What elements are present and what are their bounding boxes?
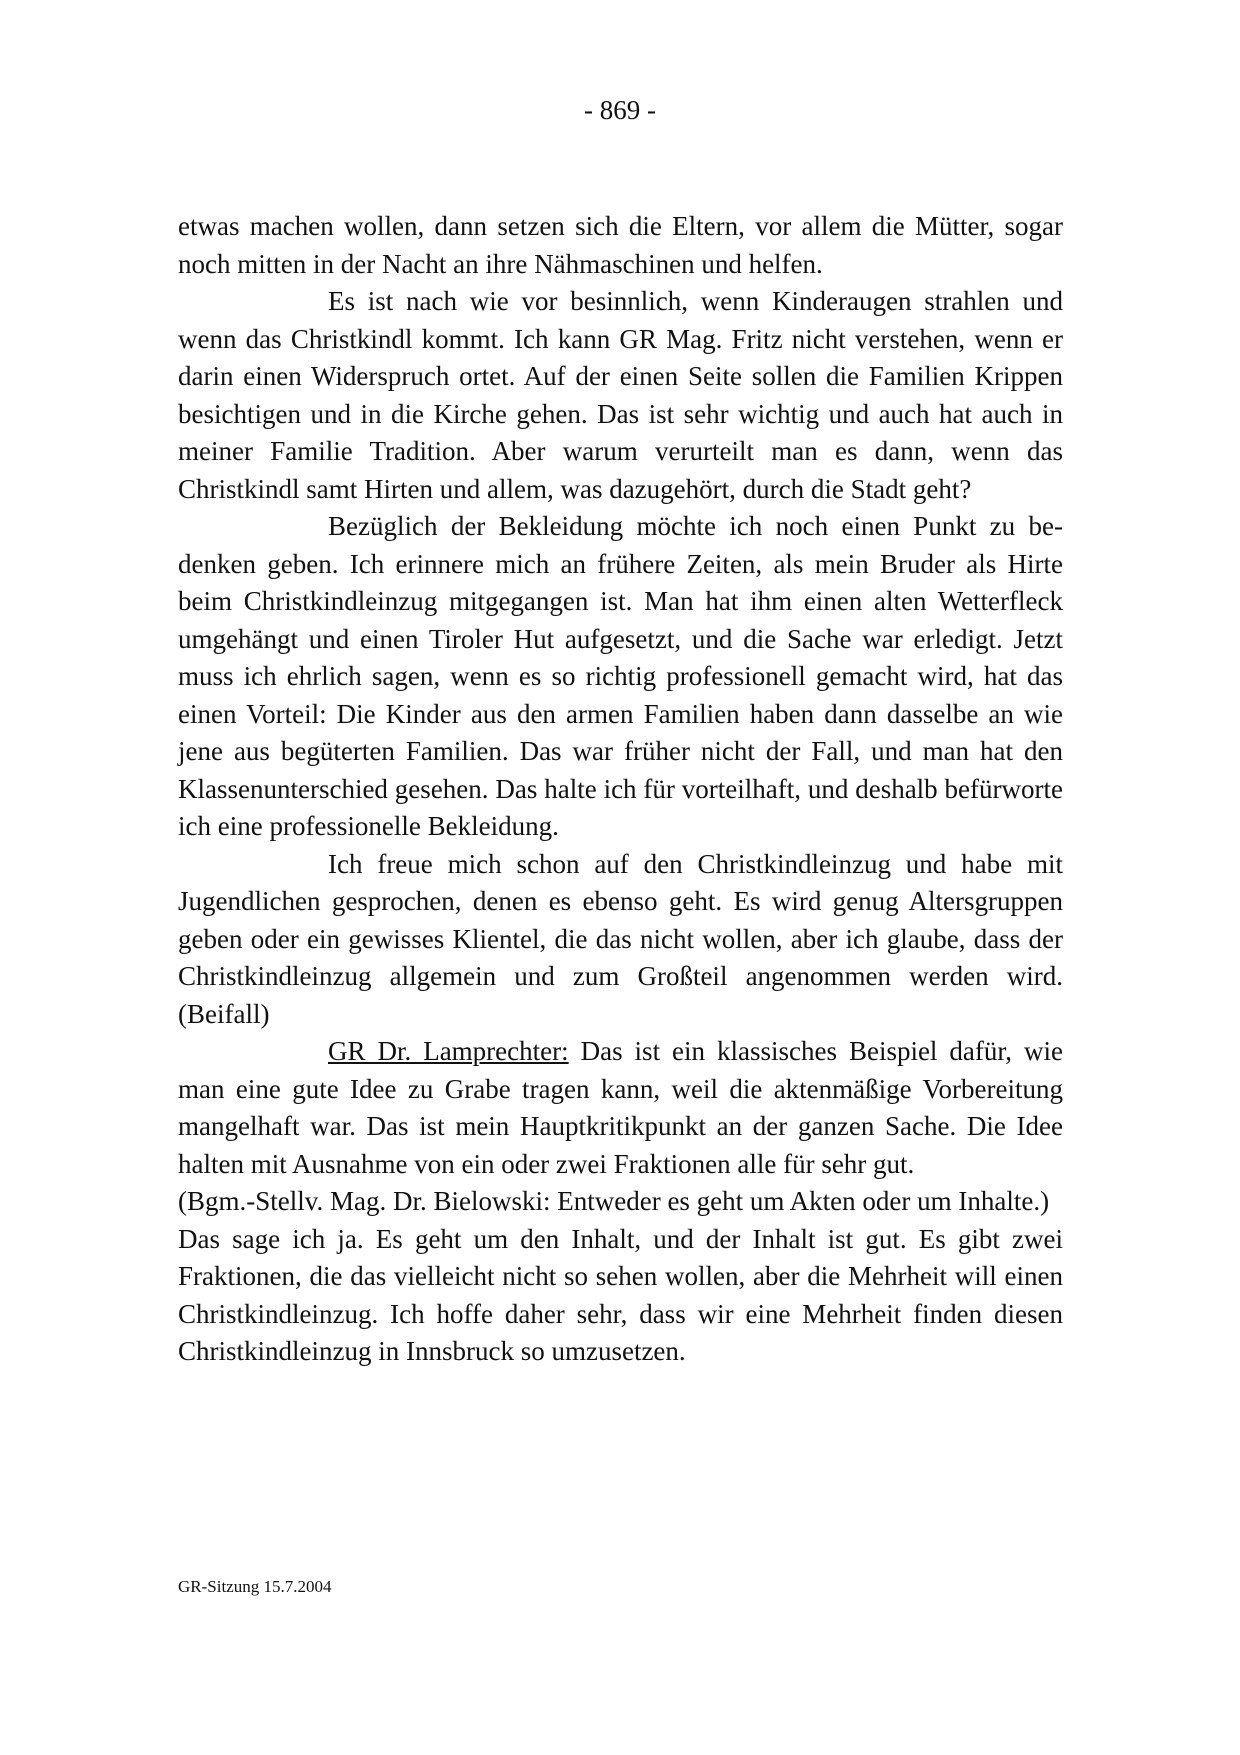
paragraph-bekleidung: Bezüglich der Bekleidung möchte ich noch einen Punkt zu bedenken geben. Ich erinnere mich an frühere Zeiten, als mein Bruder als Hirte beim Christkindleinzug mitgegangen ist. Man hat ihm einen alten Wetterfleck umgehängt und einen Tiroler Hut aufgesetzt, und die Sache war erledigt. Jetzt muss ich ehrlich sagen, wenn es so richtig professionell gemacht wird, hat das einen Vorteil: Die Kinder aus den armen Familien haben dann dasselbe an wie jene aus begüterten Familien. Das war früher nicht der Fall, und man hat den Klassenunterschied gesehen. Das halte ich für vorteilhaft, und deshalb befürworte ich eine professionelle Bekleidung.: [178, 511, 1063, 841]
speaker-name: GR Dr. Lamprechter:: [328, 1036, 569, 1066]
paragraph-reply: Das sage ich ja. Es geht um den Inhalt, und der Inhalt ist gut. Es gibt zwei Fraktionen, die das vielleicht nicht so sehen wollen, aber die Mehrheit will einen Christkindleinzug. Ich hoffe daher sehr, dass wir eine Mehrheit finden diesen Christkindleinzug in Innsbruck so umzusetzen.: [178, 1223, 1063, 1366]
paragraph-jugendliche: Ich freue mich schon auf den Christkindleinzug und habe mit Jugendlichen gesprochen, denen es ebenso geht. Es wird genug Altersgruppen geben oder ein gewisses Klientel, die das nicht wollen, aber ich glaube, dass der Christkindleinzug allgemein und zum Großteil angenommen werden wird. (Beifall): [178, 848, 1063, 1029]
interjection: (Bgm.-Stellv. Mag. Dr. Bielowski: Entweder es geht um Akten oder um Inhalte.): [178, 1186, 1050, 1216]
document-body: [178, 208, 1063, 1371]
paragraph-speech: [178, 1033, 1063, 1183]
speech-text: Das ist ein klassisches Beispiel dafür, wie man eine gute Idee zu Grabe tragen kann, weil die aktenmäßige Vorbereitung mangelhaft war. Das ist mein Hauptkritikpunkt an der ganzen Sache. Die Idee halten mit Ausnahme von ein oder zwei Fraktionen alle für sehr gut.: [178, 1036, 1063, 1179]
paragraph-continuation: etwas machen wollen, dann setzen sich die Eltern, vor allem die Mütter, sogar noch mitten in der Nacht an ihre Nähmaschinen und helfen.: [178, 211, 1063, 279]
footer-session-date: GR-Sitzung 15.7.2004: [178, 1577, 332, 1596]
paragraph-christkindl: Es ist nach wie vor besinnlich, wenn Kinderaugen strahlen und wenn das Christkindl kommt. Ich kann GR Mag. Fritz nicht verstehen, wenn er darin einen Widerspruch ortet. Auf der einen Seite sollen die Familien Krippen besichtigen und in die Kirche gehen. Das ist sehr wichtig und auch hat auch in meiner Familie Tradition. Aber warum verurteilt man es dann, wenn das Christkindl samt Hirten und allem, was dazugehört, durch die Stadt geht?: [178, 286, 1063, 504]
page-number: - 869 -: [584, 95, 656, 125]
